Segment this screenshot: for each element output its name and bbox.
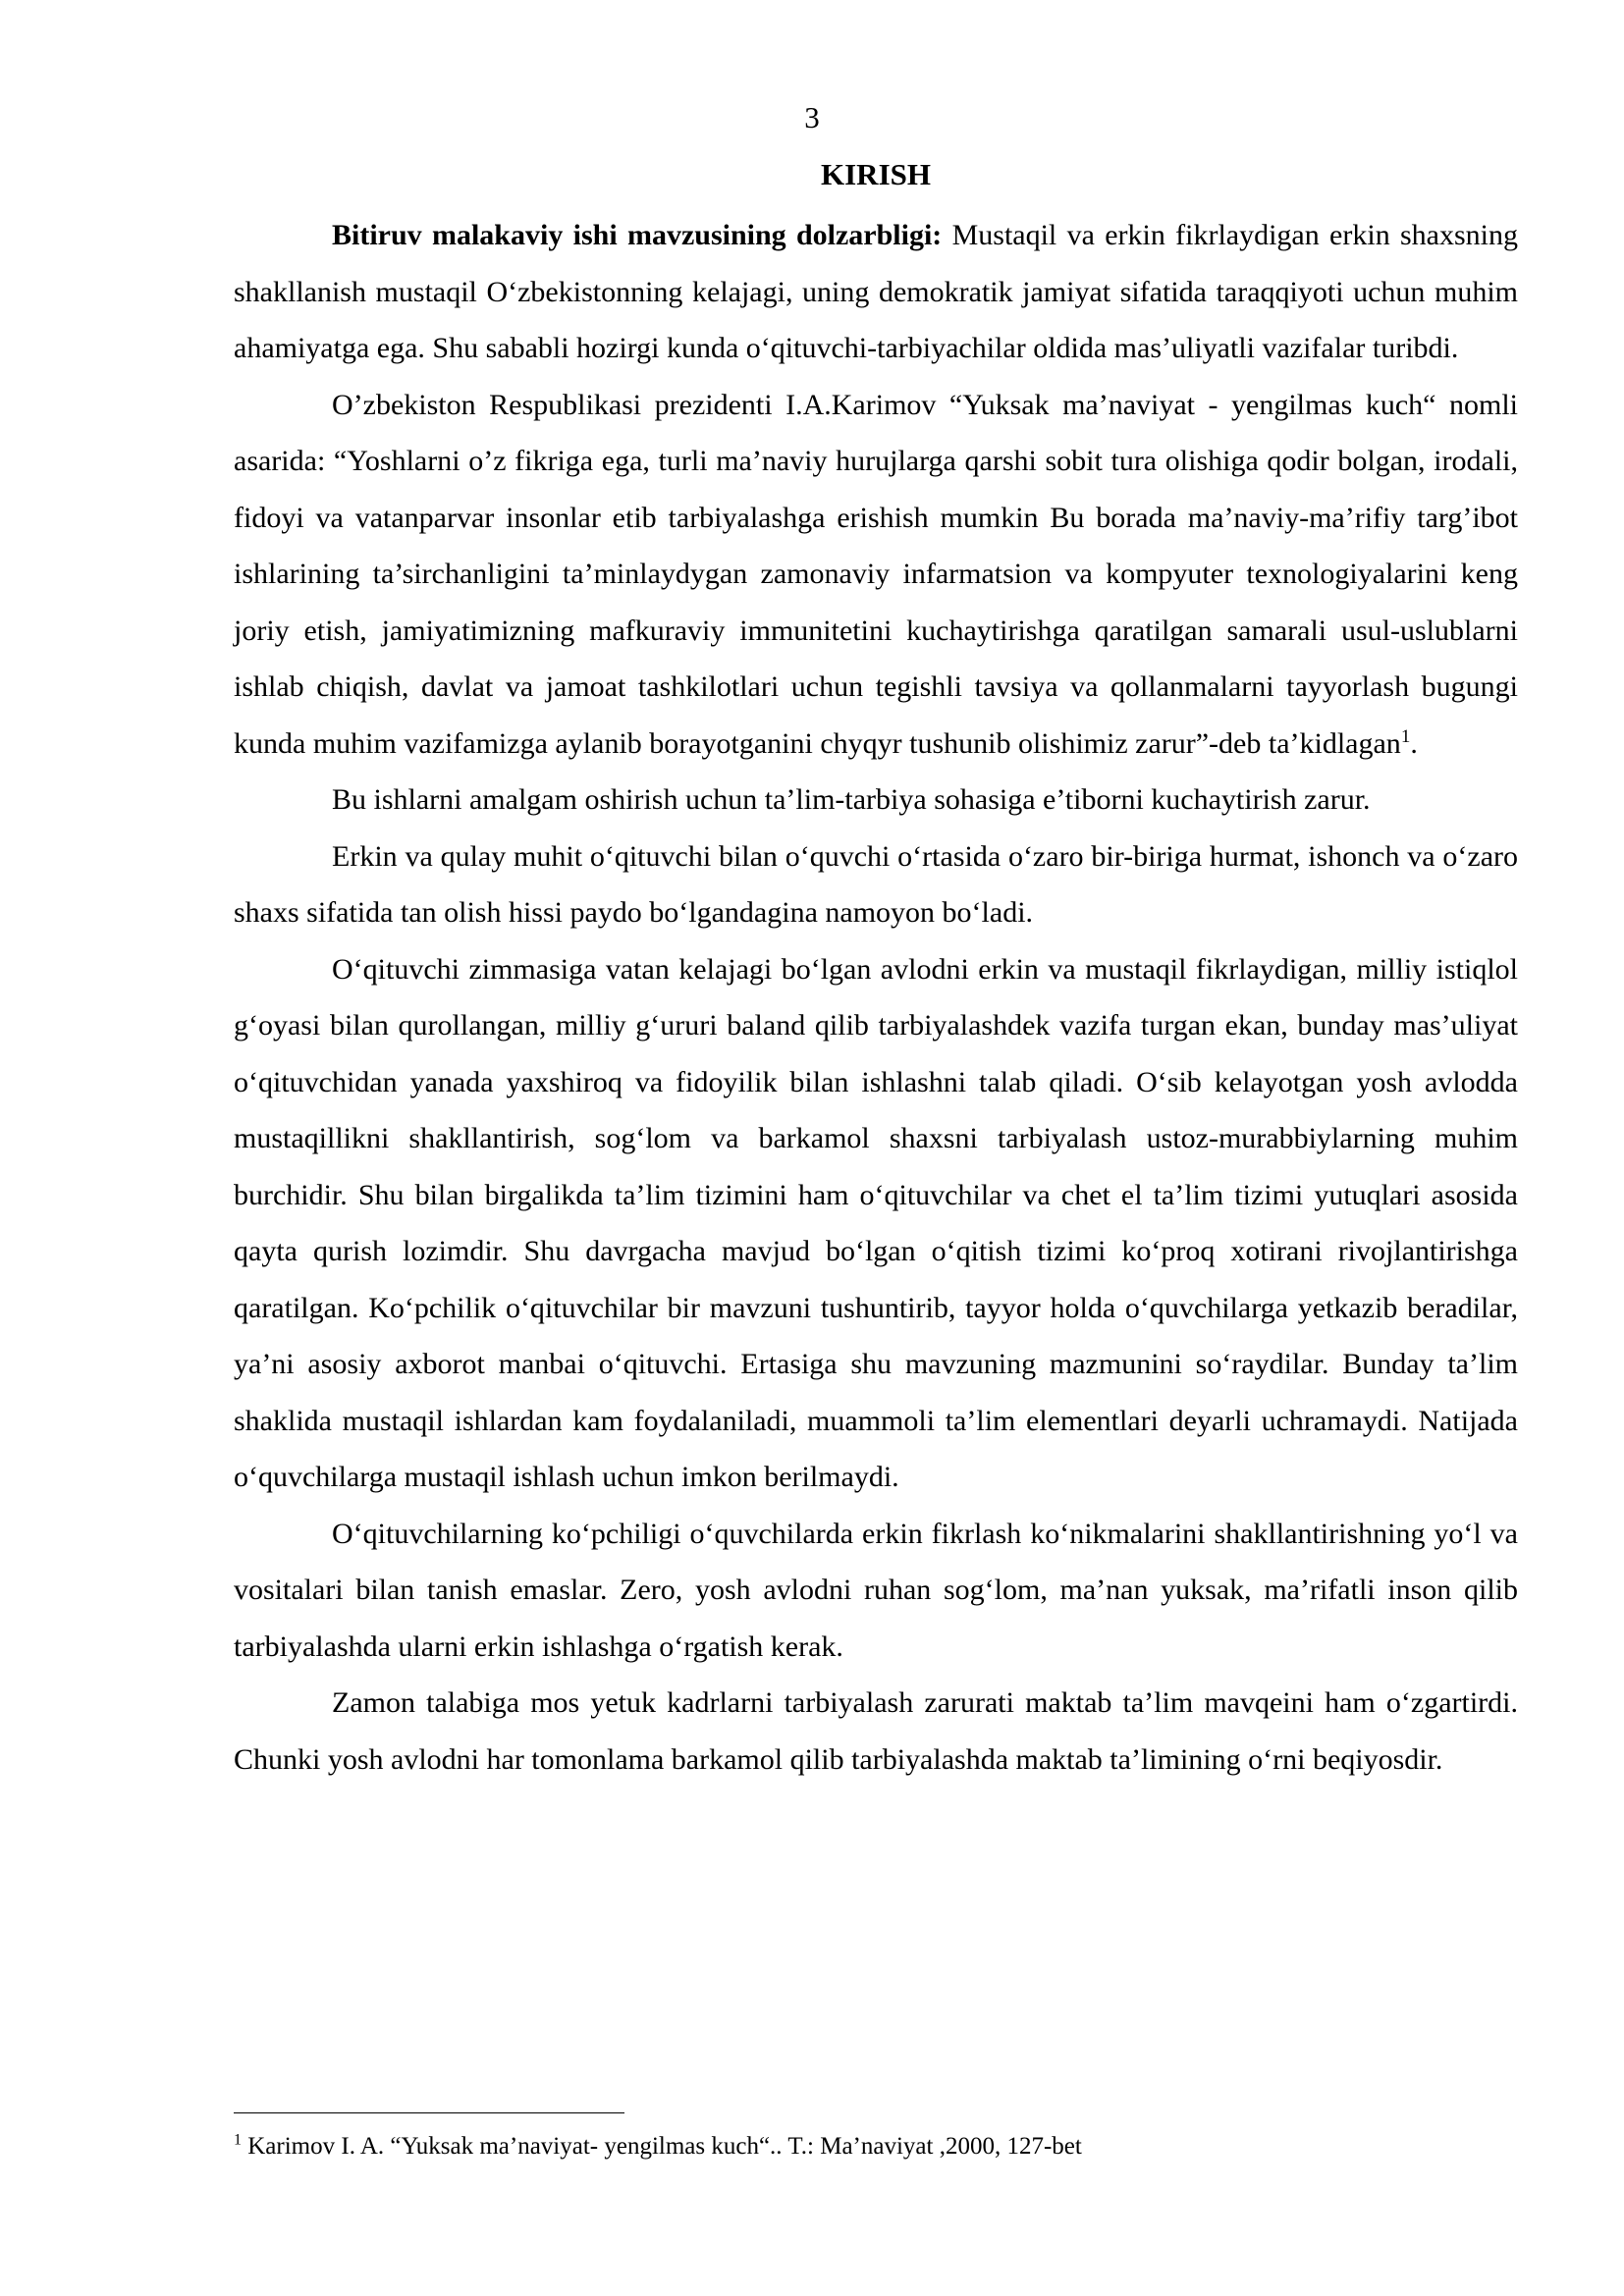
paragraph-tail: . xyxy=(1410,726,1418,760)
paragraph: O‘qituvchilarning ko‘pchiligi o‘quvchilarda erkin fikrlash ko‘nikmalarini shakllantirishning yo‘l va vositalari bilan tanish emaslar. Zero, yosh avlodni ruhan sog‘lom, ma’nan yuksak, ma’rifatli inson qilib tarbiyalashda ularni erkin ishlashga o‘rgatish kerak. xyxy=(234,1517,1518,1663)
paragraph-lead: Bitiruv malakaviy ishi mavzusining dolzarbligi: xyxy=(332,219,943,251)
page-number: 3 xyxy=(804,100,820,134)
footnote-text: Karimov I. A. “Yuksak ma’naviyat- yengilmas kuch“.. T.: Ma’naviyat ,2000, 127-bet xyxy=(242,2133,1082,2160)
body-text xyxy=(234,207,1518,1788)
footnote-reference[interactable]: 1 xyxy=(1400,725,1411,747)
paragraph: Zamon talabiga mos yetuk kadrlarni tarbiyalash zarurati maktab ta’lim mavqeini ham o‘zgartirdi. Chunki yosh avlodni har tomonlama barkamol qilib tarbiyalashda maktab ta’limining o‘rni beqiyosdir. xyxy=(234,1686,1518,1776)
paragraph-text: Mustaqil va erkin fikrlaydigan erkin shaxsning shakllanish mustaqil O‘zbekistonning kelajagi, uning demokratik jamiyat sifatida taraqqiyoti uchun muhim ahamiyatga ega. Shu sababli hozirgi kunda o‘qituvchi-tarbiyachilar oldida mas’uliyatli vazifalar turibdi. xyxy=(234,219,1518,364)
paragraph: Erkin va qulay muhit o‘qituvchi bilan o‘quvchi o‘rtasida o‘zaro bir-biriga hurmat, ishonch va o‘zaro shaxs sifatida tan olish hissi paydo bo‘lgandagina namoyon bo‘ladi. xyxy=(234,839,1518,929)
footnote-separator xyxy=(234,2112,624,2113)
paragraph-text: O’zbekiston Respublikasi prezidenti I.A.Karimov “Yuksak ma’naviyat - yengilmas kuch“ nomli asarida: “Yoshlarni o’z fikriga ega, turli ma’naviy hurujlarga qarshi sobit tura olishiga qodir bolgan, irodali, fidoyi va vatanparvar insonlar etib tarbiyalashga erishish mumkin Bu borada ma’naviy-ma’rifiy targ’ibot ishlarining ta’sirchanligini ta’minlaydygan zamonaviy infarmatsion va kompyuter texnologiyalarini keng joriy etish, jamiyatimizning mafkuraviy immunitetini kuchaytirishga qaratilgan samarali usul-uslublarni ishlab chiqish, davlat va jamoat tashkilotlari uchun tegishli tavsiya va qollanmalarni tayyorlash bugungi kunda muhim vazifamizga aylanib borayotganini chyqyr tushunib olishimiz zarur”-deb ta’kidlagan xyxy=(234,388,1518,760)
footnote xyxy=(234,2130,1518,2163)
section-heading: KIRISH xyxy=(821,157,931,191)
paragraph-quote xyxy=(234,377,1518,773)
paragraph: Bu ishlarni amalgam oshirish uchun ta’lim-tarbiya sohasiga e’tiborni kuchaytirish zarur. xyxy=(332,783,1371,816)
paragraph: O‘qituvchi zimmasiga vatan kelajagi bo‘lgan avlodni erkin va mustaqil fikrlaydigan, milliy istiqlol g‘oyasi bilan qurollangan, milliy g‘ururi baland qilib tarbiyalashdek vazifa turgan ekan, bunday mas’uliyat o‘qituvchidan yanada yaxshiroq va fidoyilik bilan ishlashni talab qiladi. O‘sib kelayotgan yosh avlodda mustaqillikni shakllantirish, sog‘lom va barkamol shaxsni tarbiyalash ustoz-murabbiylarning muhim burchidir. Shu bilan birgalikda ta’lim tizimini ham o‘qituvchilar va chet el ta’lim tizimi yutuqlari asosida qayta qurish lozimdir. Shu davrgacha mavjud bo‘lgan o‘qitish tizimi ko‘proq xotirani rivojlantirishga qaratilgan. Ko‘pchilik o‘qituvchilar bir mavzuni tushuntirib, tayyor holda o‘quvchilarga yetkazib beradilar, ya’ni asosiy axborot manbai o‘qituvchi. Ertasiga shu mavzuning mazmunini so‘raydilar. Bunday ta’lim shaklida mustaqil ishlardan kam foydalaniladi, muammoli ta’lim elementlari deyarli uchramaydi. Natijada o‘quvchilarga mustaqil ishlash uchun imkon berilmaydi. xyxy=(234,952,1518,1493)
paragraph-relevance xyxy=(234,207,1518,377)
footnote-marker: 1 xyxy=(234,2131,242,2149)
